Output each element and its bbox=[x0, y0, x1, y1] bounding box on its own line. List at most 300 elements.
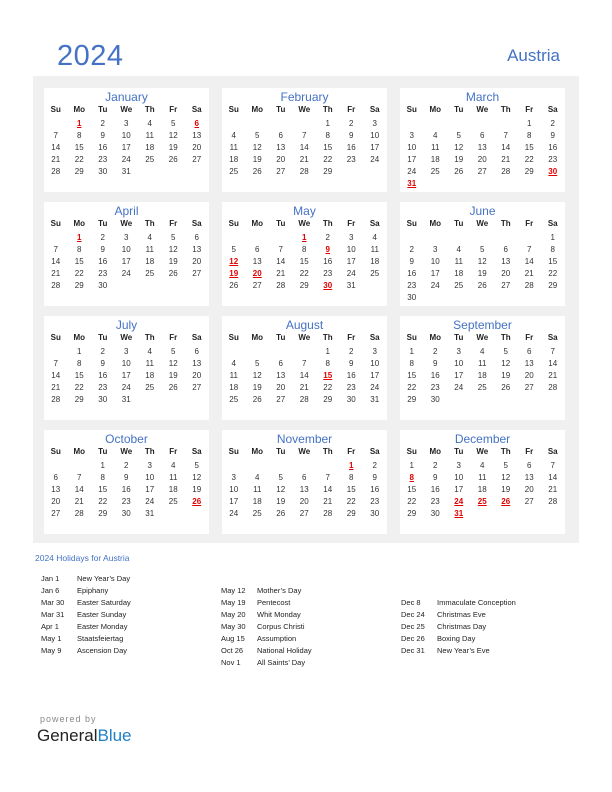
month-name: March bbox=[465, 90, 500, 104]
holiday-name: Ascension Day bbox=[77, 646, 128, 655]
holiday-name: Mother’s Day bbox=[257, 586, 302, 595]
day-cell: 10 bbox=[430, 257, 440, 266]
month-name: October bbox=[105, 432, 148, 446]
day-cell: 2 bbox=[325, 233, 330, 242]
day-cell: 23 bbox=[370, 497, 380, 506]
day-cell: 7 bbox=[527, 245, 532, 254]
holiday-row bbox=[221, 585, 396, 597]
day-cell: 28 bbox=[51, 167, 61, 176]
month-november bbox=[222, 430, 387, 534]
day-cell: 25 bbox=[370, 269, 380, 278]
day-cell: 21 bbox=[299, 155, 309, 164]
holiday-day-cell: 9 bbox=[325, 245, 330, 254]
weekday-label: Mo bbox=[73, 333, 86, 342]
day-cell: 5 bbox=[480, 245, 485, 254]
holiday-date: Dec 24 bbox=[401, 610, 425, 619]
day-cell: 31 bbox=[370, 395, 380, 404]
holiday-day-cell: 26 bbox=[501, 497, 511, 506]
day-cell: 26 bbox=[252, 167, 262, 176]
day-cell: 27 bbox=[524, 497, 534, 506]
week-row bbox=[222, 280, 387, 292]
month-march bbox=[400, 88, 565, 192]
day-cell: 11 bbox=[454, 257, 463, 266]
day-cell: 7 bbox=[325, 473, 330, 482]
month-name: December bbox=[454, 432, 511, 446]
day-cell: 17 bbox=[121, 143, 131, 152]
week-row bbox=[222, 496, 387, 508]
day-cell: 29 bbox=[323, 167, 333, 176]
weekday-header bbox=[44, 218, 209, 230]
day-cell: 10 bbox=[454, 359, 464, 368]
weekday-label: Sa bbox=[547, 333, 558, 342]
day-cell: 10 bbox=[454, 473, 464, 482]
day-cell: 12 bbox=[192, 473, 202, 482]
day-cell: 7 bbox=[503, 131, 508, 140]
weekday-label: Tu bbox=[276, 447, 286, 456]
day-cell: 19 bbox=[252, 155, 262, 164]
weekday-label: Mo bbox=[251, 105, 264, 114]
day-cell: 23 bbox=[98, 155, 108, 164]
weekday-label: We bbox=[476, 105, 489, 114]
weekday-label: Th bbox=[500, 105, 511, 114]
day-cell: 14 bbox=[51, 371, 61, 380]
day-cell: 28 bbox=[51, 395, 61, 404]
weekday-header bbox=[400, 332, 565, 344]
day-cell: 20 bbox=[524, 485, 534, 494]
holiday-row bbox=[401, 621, 576, 633]
day-cell: 23 bbox=[407, 281, 417, 290]
weekday-label: We bbox=[476, 333, 489, 342]
day-cell: 24 bbox=[121, 383, 131, 392]
weekday-label: Fr bbox=[525, 105, 534, 114]
day-cell: 30 bbox=[98, 395, 108, 404]
day-cell: 3 bbox=[372, 119, 377, 128]
weekday-label: We bbox=[298, 105, 311, 114]
day-cell: 11 bbox=[370, 245, 379, 254]
week-row bbox=[400, 154, 565, 166]
day-cell: 18 bbox=[454, 269, 464, 278]
day-cell: 3 bbox=[349, 233, 354, 242]
day-cell: 21 bbox=[524, 269, 534, 278]
weekday-label: Th bbox=[322, 219, 333, 228]
day-cell: 21 bbox=[548, 485, 558, 494]
day-cell: 30 bbox=[407, 293, 417, 302]
weekday-label: We bbox=[476, 219, 489, 228]
weekday-header bbox=[400, 446, 565, 458]
holiday-column bbox=[221, 585, 396, 669]
weekday-label: Th bbox=[144, 105, 155, 114]
holiday-name: Staatsfeiertag bbox=[77, 634, 124, 643]
day-cell: 28 bbox=[548, 497, 558, 506]
day-cell: 14 bbox=[299, 143, 309, 152]
day-cell: 17 bbox=[229, 497, 239, 506]
day-cell: 13 bbox=[477, 143, 487, 152]
day-cell: 22 bbox=[323, 155, 333, 164]
day-cell: 13 bbox=[501, 257, 511, 266]
weekday-label: Sa bbox=[547, 219, 558, 228]
day-cell: 16 bbox=[98, 371, 108, 380]
day-cell: 29 bbox=[74, 281, 84, 290]
weekday-label: Mo bbox=[73, 105, 86, 114]
day-cell: 1 bbox=[409, 347, 414, 356]
weekday-label: We bbox=[120, 447, 133, 456]
day-cell: 1 bbox=[409, 461, 414, 470]
day-cell: 5 bbox=[194, 461, 199, 470]
weekday-header bbox=[44, 332, 209, 344]
day-cell: 23 bbox=[98, 383, 108, 392]
week-row bbox=[400, 256, 565, 268]
holiday-row bbox=[401, 597, 576, 609]
day-cell: 9 bbox=[372, 473, 377, 482]
week-row bbox=[400, 244, 565, 256]
weekday-label: Su bbox=[50, 447, 61, 456]
day-cell: 17 bbox=[370, 371, 380, 380]
day-cell: 10 bbox=[121, 131, 131, 140]
day-cell: 26 bbox=[168, 269, 178, 278]
month-name: July bbox=[115, 318, 138, 332]
day-cell: 30 bbox=[121, 509, 131, 518]
day-cell: 4 bbox=[231, 359, 236, 368]
holiday-day-cell: 25 bbox=[477, 497, 487, 506]
day-cell: 10 bbox=[229, 485, 239, 494]
day-cell: 20 bbox=[477, 155, 487, 164]
weekday-label: We bbox=[298, 333, 311, 342]
week-row bbox=[400, 292, 565, 304]
week-row bbox=[222, 508, 387, 520]
day-cell: 8 bbox=[550, 245, 555, 254]
holiday-day-cell: 20 bbox=[252, 269, 262, 278]
day-cell: 2 bbox=[433, 347, 438, 356]
day-cell: 3 bbox=[147, 461, 152, 470]
day-cell: 6 bbox=[503, 245, 508, 254]
day-cell: 24 bbox=[407, 167, 417, 176]
holiday-name: Epiphany bbox=[77, 586, 109, 595]
day-cell: 14 bbox=[74, 485, 84, 494]
day-cell: 4 bbox=[456, 245, 461, 254]
day-cell: 19 bbox=[168, 143, 178, 152]
day-cell: 9 bbox=[100, 131, 105, 140]
day-cell: 16 bbox=[548, 143, 558, 152]
day-cell: 2 bbox=[100, 119, 105, 128]
week-row bbox=[44, 268, 209, 280]
country-title: Austria bbox=[507, 46, 560, 65]
holiday-name: Christmas Eve bbox=[437, 610, 486, 619]
day-cell: 10 bbox=[370, 131, 380, 140]
weekday-label: Sa bbox=[369, 447, 380, 456]
day-cell: 29 bbox=[299, 281, 309, 290]
day-cell: 28 bbox=[501, 167, 511, 176]
weekday-header bbox=[222, 218, 387, 230]
day-cell: 20 bbox=[192, 257, 202, 266]
holiday-day-cell: 1 bbox=[77, 119, 82, 128]
day-cell: 2 bbox=[550, 119, 555, 128]
day-cell: 21 bbox=[276, 269, 286, 278]
week-row bbox=[44, 142, 209, 154]
day-cell: 22 bbox=[323, 383, 333, 392]
year-title: 2024 bbox=[57, 40, 124, 72]
day-cell: 20 bbox=[192, 371, 202, 380]
weekday-label: Th bbox=[144, 219, 155, 228]
holidays-title: 2024 Holidays for Austria bbox=[35, 553, 130, 563]
holiday-row bbox=[221, 609, 396, 621]
weekday-label: Mo bbox=[251, 447, 264, 456]
day-cell: 15 bbox=[98, 485, 108, 494]
day-cell: 2 bbox=[372, 461, 377, 470]
holiday-day-cell: 8 bbox=[409, 473, 414, 482]
day-cell: 27 bbox=[192, 269, 202, 278]
weekday-header bbox=[44, 104, 209, 116]
day-cell: 18 bbox=[145, 143, 155, 152]
day-cell: 24 bbox=[145, 497, 155, 506]
day-cell: 18 bbox=[252, 497, 262, 506]
day-cell: 22 bbox=[548, 269, 558, 278]
day-cell: 30 bbox=[346, 395, 356, 404]
day-cell: 5 bbox=[171, 119, 176, 128]
month-february bbox=[222, 88, 387, 192]
day-cell: 21 bbox=[548, 371, 558, 380]
day-cell: 29 bbox=[524, 167, 534, 176]
weekday-label: Sa bbox=[547, 105, 558, 114]
day-cell: 25 bbox=[454, 281, 464, 290]
day-cell: 20 bbox=[299, 497, 309, 506]
month-name: February bbox=[280, 90, 329, 104]
day-cell: 15 bbox=[346, 485, 356, 494]
week-row bbox=[44, 460, 209, 472]
day-cell: 15 bbox=[524, 143, 534, 152]
week-row bbox=[44, 232, 209, 244]
week-row bbox=[222, 370, 387, 382]
week-row bbox=[222, 244, 387, 256]
holiday-row bbox=[41, 609, 216, 621]
weekday-label: We bbox=[476, 447, 489, 456]
day-cell: 23 bbox=[323, 269, 333, 278]
month-september bbox=[400, 316, 565, 420]
day-cell: 23 bbox=[121, 497, 131, 506]
day-cell: 29 bbox=[346, 509, 356, 518]
day-cell: 9 bbox=[100, 359, 105, 368]
day-cell: 16 bbox=[98, 257, 108, 266]
weekday-label: Tu bbox=[276, 105, 286, 114]
day-cell: 23 bbox=[548, 155, 558, 164]
day-cell: 8 bbox=[77, 245, 82, 254]
day-cell: 12 bbox=[168, 359, 178, 368]
weekday-label: We bbox=[298, 447, 311, 456]
day-cell: 16 bbox=[346, 143, 356, 152]
holiday-date: Mar 30 bbox=[41, 598, 65, 607]
holiday-day-cell: 1 bbox=[349, 461, 354, 470]
holiday-name: National Holiday bbox=[257, 646, 312, 655]
day-cell: 10 bbox=[407, 143, 417, 152]
day-cell: 24 bbox=[370, 383, 380, 392]
day-cell: 21 bbox=[74, 497, 84, 506]
holiday-day-cell: 12 bbox=[229, 257, 239, 266]
day-cell: 28 bbox=[74, 509, 84, 518]
day-cell: 30 bbox=[98, 167, 108, 176]
day-cell: 27 bbox=[524, 383, 534, 392]
month-april bbox=[44, 202, 209, 306]
holiday-name: Pentecost bbox=[257, 598, 291, 607]
day-cell: 27 bbox=[501, 281, 511, 290]
month-may bbox=[222, 202, 387, 306]
day-cell: 8 bbox=[77, 131, 82, 140]
weekday-label: Su bbox=[406, 219, 417, 228]
day-cell: 14 bbox=[548, 359, 558, 368]
day-cell: 19 bbox=[252, 383, 262, 392]
week-row bbox=[222, 166, 387, 178]
day-cell: 30 bbox=[430, 395, 440, 404]
day-cell: 22 bbox=[98, 497, 108, 506]
week-row bbox=[400, 394, 565, 406]
weekday-label: Su bbox=[50, 105, 61, 114]
day-cell: 8 bbox=[100, 473, 105, 482]
weekday-label: Tu bbox=[454, 105, 464, 114]
day-cell: 19 bbox=[192, 485, 202, 494]
day-cell: 6 bbox=[527, 461, 532, 470]
weekday-label: Sa bbox=[369, 333, 380, 342]
holiday-day-cell: 19 bbox=[229, 269, 239, 278]
month-name: November bbox=[276, 432, 333, 446]
day-cell: 25 bbox=[229, 167, 239, 176]
day-cell: 13 bbox=[192, 245, 202, 254]
day-cell: 20 bbox=[51, 497, 61, 506]
day-cell: 17 bbox=[121, 257, 131, 266]
day-cell: 15 bbox=[323, 143, 333, 152]
day-cell: 15 bbox=[74, 257, 84, 266]
day-cell: 3 bbox=[231, 473, 236, 482]
holiday-date: Dec 25 bbox=[401, 622, 425, 631]
holiday-row bbox=[221, 633, 396, 645]
weekday-header bbox=[400, 104, 565, 116]
weekday-label: Su bbox=[406, 105, 417, 114]
holiday-date: Nov 1 bbox=[221, 658, 241, 667]
day-cell: 5 bbox=[503, 347, 508, 356]
day-cell: 16 bbox=[346, 371, 356, 380]
day-cell: 22 bbox=[407, 383, 417, 392]
day-cell: 16 bbox=[98, 143, 108, 152]
weekday-label: Su bbox=[228, 333, 239, 342]
day-cell: 14 bbox=[323, 485, 333, 494]
day-cell: 20 bbox=[501, 269, 511, 278]
week-row bbox=[44, 484, 209, 496]
day-cell: 24 bbox=[430, 281, 440, 290]
day-cell: 10 bbox=[370, 359, 380, 368]
day-cell: 30 bbox=[98, 281, 108, 290]
weekday-label: Fr bbox=[169, 333, 178, 342]
day-cell: 12 bbox=[477, 257, 487, 266]
day-cell: 21 bbox=[51, 155, 61, 164]
holiday-row bbox=[221, 645, 396, 657]
week-row bbox=[44, 130, 209, 142]
day-cell: 5 bbox=[171, 233, 176, 242]
holiday-date: Apr 1 bbox=[41, 622, 59, 631]
weekday-header bbox=[222, 104, 387, 116]
week-row bbox=[222, 346, 387, 358]
day-cell: 18 bbox=[370, 257, 380, 266]
holiday-date: Dec 31 bbox=[401, 646, 425, 655]
day-cell: 8 bbox=[77, 359, 82, 368]
day-cell: 9 bbox=[100, 245, 105, 254]
day-cell: 10 bbox=[145, 473, 155, 482]
weekday-label: Tu bbox=[276, 333, 286, 342]
day-cell: 21 bbox=[299, 383, 309, 392]
holiday-day-cell: 24 bbox=[454, 497, 464, 506]
weekday-label: Sa bbox=[369, 219, 380, 228]
day-cell: 15 bbox=[548, 257, 558, 266]
holiday-day-cell: 31 bbox=[407, 179, 417, 188]
week-row bbox=[400, 460, 565, 472]
month-october bbox=[44, 430, 209, 534]
day-cell: 4 bbox=[147, 119, 152, 128]
week-row bbox=[222, 268, 387, 280]
day-cell: 13 bbox=[524, 359, 534, 368]
weekday-label: We bbox=[120, 105, 133, 114]
day-cell: 30 bbox=[430, 509, 440, 518]
day-cell: 22 bbox=[299, 269, 309, 278]
month-name: August bbox=[285, 318, 324, 332]
day-cell: 4 bbox=[171, 461, 176, 470]
day-cell: 18 bbox=[145, 257, 155, 266]
day-cell: 16 bbox=[430, 371, 440, 380]
holiday-date: May 20 bbox=[221, 610, 246, 619]
holiday-day-cell: 1 bbox=[302, 233, 307, 242]
day-cell: 6 bbox=[255, 245, 260, 254]
weekday-label: Fr bbox=[169, 105, 178, 114]
day-cell: 24 bbox=[121, 155, 131, 164]
weekday-label: Sa bbox=[191, 333, 202, 342]
day-cell: 18 bbox=[168, 485, 178, 494]
day-cell: 11 bbox=[478, 359, 487, 368]
weekday-label: Fr bbox=[525, 447, 534, 456]
weekday-label: Fr bbox=[169, 219, 178, 228]
day-cell: 2 bbox=[349, 119, 354, 128]
day-cell: 26 bbox=[477, 281, 487, 290]
day-cell: 24 bbox=[229, 509, 239, 518]
day-cell: 13 bbox=[524, 473, 534, 482]
day-cell: 12 bbox=[252, 143, 262, 152]
day-cell: 29 bbox=[407, 509, 417, 518]
day-cell: 5 bbox=[231, 245, 236, 254]
day-cell: 18 bbox=[229, 383, 239, 392]
day-cell: 7 bbox=[302, 131, 307, 140]
day-cell: 13 bbox=[192, 359, 202, 368]
day-cell: 2 bbox=[100, 347, 105, 356]
day-cell: 23 bbox=[346, 155, 356, 164]
holiday-row bbox=[401, 645, 576, 657]
day-cell: 18 bbox=[430, 155, 440, 164]
day-cell: 25 bbox=[477, 383, 487, 392]
day-cell: 22 bbox=[74, 383, 84, 392]
day-cell: 16 bbox=[430, 485, 440, 494]
day-cell: 6 bbox=[278, 359, 283, 368]
holiday-day-cell: 6 bbox=[194, 119, 199, 128]
day-cell: 24 bbox=[370, 155, 380, 164]
weekday-label: Tu bbox=[98, 219, 108, 228]
day-cell: 2 bbox=[433, 461, 438, 470]
day-cell: 11 bbox=[145, 245, 154, 254]
weekday-label: Tu bbox=[454, 447, 464, 456]
day-cell: 29 bbox=[98, 509, 108, 518]
week-row bbox=[222, 472, 387, 484]
week-row bbox=[222, 460, 387, 472]
weekday-label: Tu bbox=[98, 105, 108, 114]
month-august bbox=[222, 316, 387, 420]
month-name: September bbox=[453, 318, 512, 332]
holiday-date: Mar 31 bbox=[41, 610, 65, 619]
week-row bbox=[44, 118, 209, 130]
day-cell: 18 bbox=[229, 155, 239, 164]
day-cell: 17 bbox=[407, 155, 417, 164]
day-cell: 12 bbox=[501, 473, 511, 482]
